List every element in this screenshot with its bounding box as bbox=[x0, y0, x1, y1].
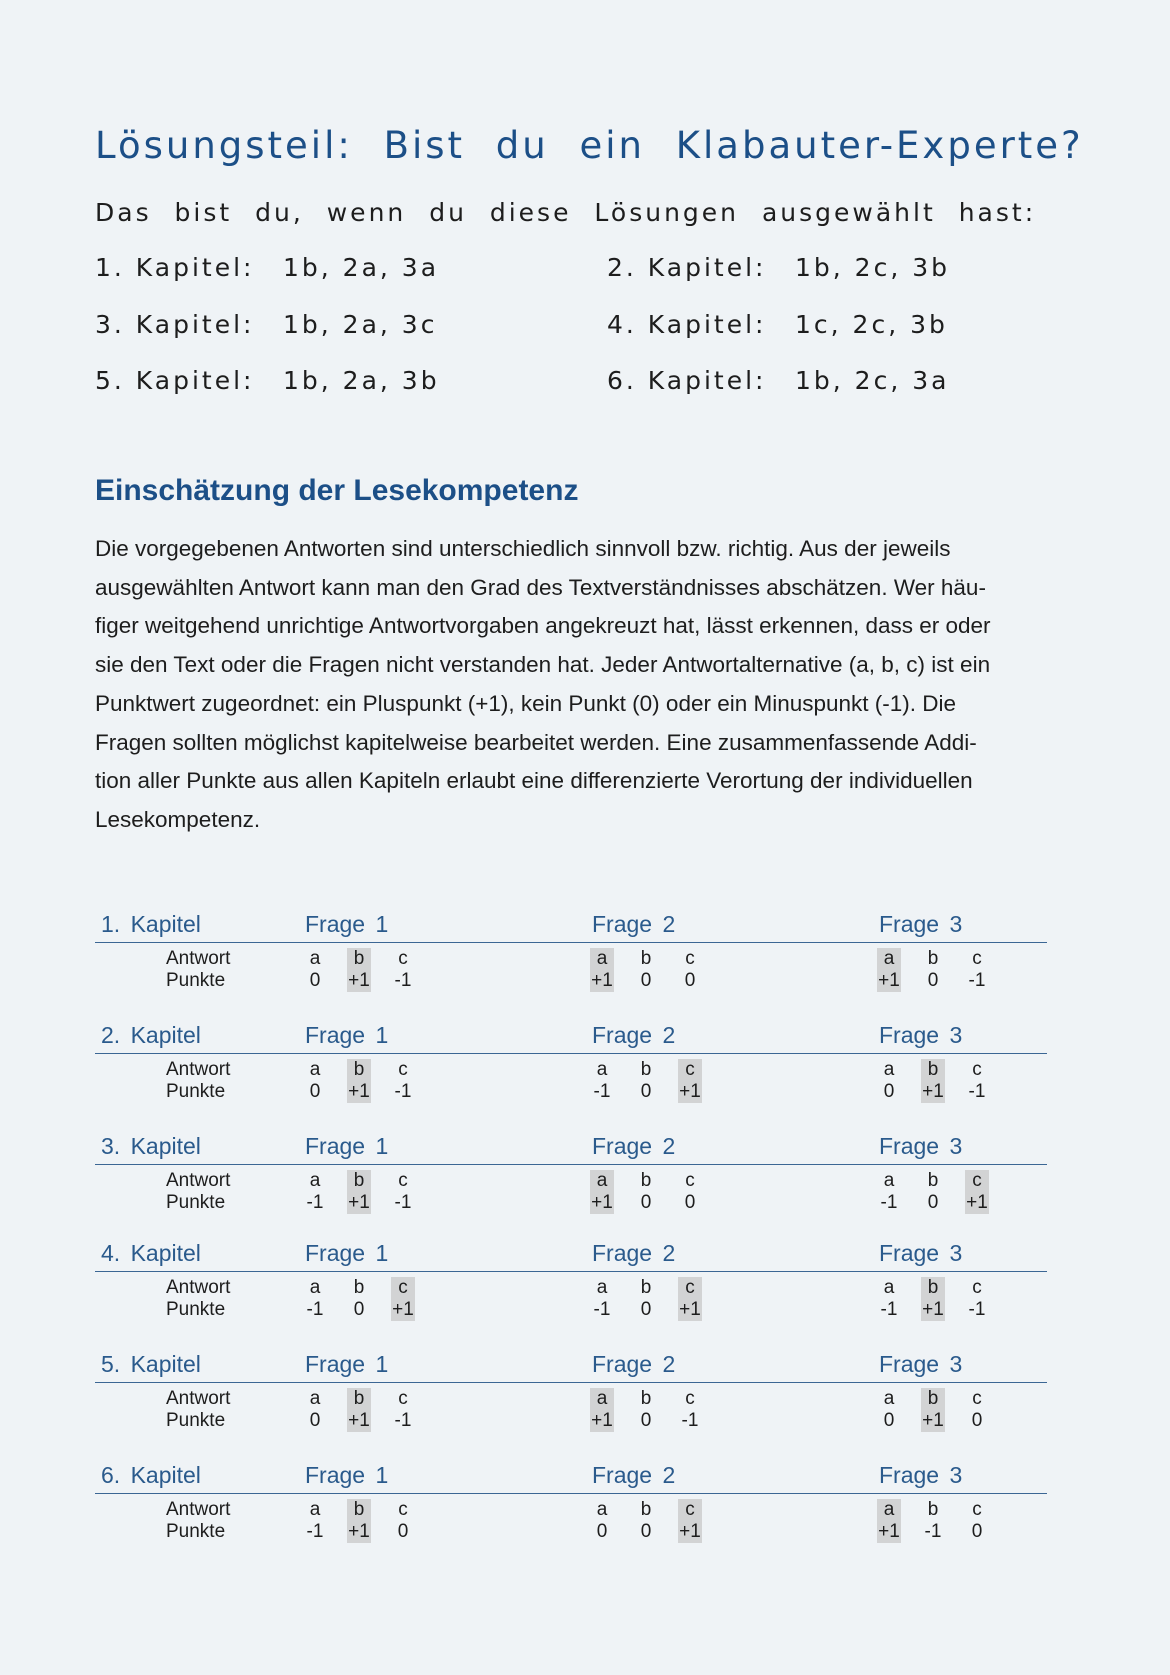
solution-chapter-label: 5. Kapitel: bbox=[95, 366, 255, 395]
question-heading: Frage 1 bbox=[305, 911, 389, 937]
point-value: -1 bbox=[394, 970, 412, 991]
point-value: 0 bbox=[640, 1081, 652, 1102]
question-heading: Frage 2 bbox=[592, 911, 676, 937]
question-heading: Frage 3 bbox=[879, 911, 963, 937]
answer-option: c bbox=[398, 1059, 408, 1080]
solution-chapter-label: 4. Kapitel: bbox=[607, 310, 767, 339]
point-value: 0 bbox=[883, 1081, 895, 1102]
point-value: 0 bbox=[640, 1410, 652, 1431]
point-value: 0 bbox=[640, 1192, 652, 1213]
answer-option: b bbox=[927, 1170, 939, 1191]
answer-option: b bbox=[347, 1499, 371, 1521]
solution-chapter-label: 6. Kapitel: bbox=[607, 366, 767, 395]
point-value: -1 bbox=[968, 1299, 986, 1320]
points-label: Punkte bbox=[166, 1410, 226, 1431]
solution-chapter-6 bbox=[607, 366, 949, 395]
point-value: -1 bbox=[394, 1081, 412, 1102]
paragraph-line: Lesekompetenz. bbox=[95, 806, 261, 832]
question-heading: Frage 1 bbox=[305, 1240, 389, 1266]
question-heading: Frage 2 bbox=[592, 1462, 676, 1488]
point-value: +1 bbox=[878, 1521, 900, 1542]
solution-chapter-3 bbox=[95, 310, 437, 339]
chapter-divider bbox=[95, 1164, 1047, 1165]
point-value: +1 bbox=[591, 970, 613, 991]
solution-answers: 1b, 2a, 3c bbox=[283, 310, 438, 339]
point-value: +1 bbox=[348, 1081, 370, 1102]
chapter-divider bbox=[95, 942, 1047, 943]
point-value: -1 bbox=[394, 1192, 412, 1213]
point-value: 0 bbox=[353, 1299, 365, 1320]
points-label: Punkte bbox=[166, 1081, 226, 1102]
answer-option: c bbox=[678, 1059, 702, 1081]
chapter-block-5 bbox=[95, 1351, 1047, 1435]
page-title: Lösungsteil: Bist du ein Klabauter-Experte? bbox=[95, 124, 1084, 167]
point-value: -1 bbox=[306, 1299, 324, 1320]
point-value: 0 bbox=[684, 970, 696, 991]
answer-option: b bbox=[640, 1059, 652, 1080]
answer-option: c bbox=[972, 948, 982, 969]
point-value: 0 bbox=[640, 1521, 652, 1542]
chapter-heading: 4. Kapitel bbox=[101, 1240, 201, 1266]
answer-option: b bbox=[921, 1059, 945, 1081]
point-value: +1 bbox=[922, 1410, 944, 1431]
answer-option: b bbox=[921, 1277, 945, 1299]
paragraph-line: Punktwert zugeordnet: ein Pluspunkt (+1), kein Punkt (0) oder ein Minuspunkt (-1). Die bbox=[95, 690, 957, 716]
answer-option: a bbox=[309, 1499, 321, 1520]
answer-option: b bbox=[640, 1499, 652, 1520]
answer-label: Antwort bbox=[166, 1388, 231, 1409]
question-heading: Frage 3 bbox=[879, 1462, 963, 1488]
point-value: +1 bbox=[922, 1081, 944, 1102]
point-value: -1 bbox=[924, 1521, 942, 1542]
point-value: -1 bbox=[681, 1410, 699, 1431]
paragraph-line: ausgewählten Antwort kann man den Grad des Textverständnisses abschätzen. Wer häu- bbox=[95, 574, 986, 600]
point-value: +1 bbox=[348, 1410, 370, 1431]
chapter-divider bbox=[95, 1493, 1047, 1494]
solution-answers: 1b, 2a, 3a bbox=[283, 253, 440, 282]
point-value: 0 bbox=[640, 1299, 652, 1320]
point-value: 0 bbox=[309, 970, 321, 991]
answer-option: c bbox=[972, 1059, 982, 1080]
answer-option: a bbox=[309, 1059, 321, 1080]
point-value: 0 bbox=[596, 1521, 608, 1542]
point-value: -1 bbox=[306, 1521, 324, 1542]
paragraph-line: figer weitgehend unrichtige Antwortvorgaben angekreuzt hat, lässt erkennen, dass er oder bbox=[95, 613, 991, 639]
chapter-heading: 1. Kapitel bbox=[101, 911, 201, 937]
solution-answers: 1c, 2c, 3b bbox=[795, 310, 948, 339]
answer-option: c bbox=[972, 1499, 982, 1520]
answer-option: b bbox=[927, 948, 939, 969]
chapter-divider bbox=[95, 1382, 1047, 1383]
chapter-block-1 bbox=[95, 911, 1047, 995]
points-label: Punkte bbox=[166, 1192, 226, 1213]
point-value: +1 bbox=[591, 1192, 613, 1213]
question-heading: Frage 2 bbox=[592, 1133, 676, 1159]
point-value: 0 bbox=[883, 1410, 895, 1431]
answer-option: c bbox=[685, 1170, 695, 1191]
intro-paragraph bbox=[95, 530, 1080, 840]
point-value: +1 bbox=[966, 1192, 988, 1213]
answer-option: b bbox=[640, 948, 652, 969]
answer-option: a bbox=[596, 1277, 608, 1298]
answer-option: a bbox=[309, 1388, 321, 1409]
answer-option: a bbox=[590, 1388, 614, 1410]
question-heading: Frage 3 bbox=[879, 1351, 963, 1377]
chapter-divider bbox=[95, 1053, 1047, 1054]
answer-option: c bbox=[678, 1499, 702, 1521]
answer-option: a bbox=[590, 1170, 614, 1192]
points-label: Punkte bbox=[166, 970, 226, 991]
answer-option: c bbox=[398, 1388, 408, 1409]
answer-option: a bbox=[877, 1499, 901, 1521]
point-value: -1 bbox=[968, 1081, 986, 1102]
point-value: -1 bbox=[593, 1299, 611, 1320]
solution-answers: 1b, 2c, 3a bbox=[795, 366, 950, 395]
question-heading: Frage 3 bbox=[879, 1022, 963, 1048]
solution-chapter-4 bbox=[607, 310, 948, 339]
point-value: -1 bbox=[306, 1192, 324, 1213]
point-value: -1 bbox=[968, 970, 986, 991]
point-value: 0 bbox=[640, 970, 652, 991]
answer-label: Antwort bbox=[166, 1499, 231, 1520]
page-subtitle: Das bist du, wenn du diese Lösungen ausgewählt hast: bbox=[95, 198, 1037, 227]
answer-option: b bbox=[347, 948, 371, 970]
point-value: -1 bbox=[880, 1299, 898, 1320]
point-value: -1 bbox=[593, 1081, 611, 1102]
answer-option: b bbox=[927, 1499, 939, 1520]
paragraph-line: tion aller Punkte aus allen Kapiteln erlaubt eine differenzierte Verortung der individuellen bbox=[95, 768, 973, 794]
point-value: -1 bbox=[394, 1410, 412, 1431]
chapter-heading: 2. Kapitel bbox=[101, 1022, 201, 1048]
answer-option: b bbox=[353, 1277, 365, 1298]
section-title: Einschätzung der Lesekompetenz bbox=[95, 474, 579, 507]
point-value: +1 bbox=[922, 1299, 944, 1320]
paragraph-line: Die vorgegebenen Antworten sind unterschiedlich sinnvoll bzw. richtig. Aus der jeweils bbox=[95, 536, 951, 561]
point-value: 0 bbox=[684, 1192, 696, 1213]
chapter-heading: 3. Kapitel bbox=[101, 1133, 201, 1159]
answer-option: c bbox=[391, 1277, 415, 1299]
question-heading: Frage 2 bbox=[592, 1351, 676, 1377]
answer-label: Antwort bbox=[166, 1277, 231, 1298]
chapter-heading: 5. Kapitel bbox=[101, 1351, 201, 1377]
answer-option: a bbox=[883, 1059, 895, 1080]
question-heading: Frage 1 bbox=[305, 1351, 389, 1377]
answer-option: b bbox=[640, 1170, 652, 1191]
answer-option: c bbox=[398, 948, 408, 969]
answer-option: a bbox=[309, 948, 321, 969]
chapter-block-2 bbox=[95, 1022, 1047, 1106]
point-value: 0 bbox=[971, 1410, 983, 1431]
answer-option: a bbox=[309, 1277, 321, 1298]
answer-option: a bbox=[883, 1388, 895, 1409]
answer-label: Antwort bbox=[166, 1059, 231, 1080]
point-value: +1 bbox=[679, 1521, 701, 1542]
solution-chapter-2 bbox=[607, 253, 950, 282]
answer-option: a bbox=[309, 1170, 321, 1191]
answer-option: c bbox=[678, 1277, 702, 1299]
answer-option: c bbox=[398, 1499, 408, 1520]
solution-chapter-5 bbox=[95, 366, 440, 395]
answer-option: b bbox=[347, 1170, 371, 1192]
question-heading: Frage 1 bbox=[305, 1133, 389, 1159]
answer-option: c bbox=[685, 948, 695, 969]
answer-option: c bbox=[972, 1277, 982, 1298]
point-value: +1 bbox=[591, 1410, 613, 1431]
chapter-divider bbox=[95, 1271, 1047, 1272]
answer-option: a bbox=[883, 1277, 895, 1298]
point-value: +1 bbox=[348, 1521, 370, 1542]
points-label: Punkte bbox=[166, 1521, 226, 1542]
point-value: -1 bbox=[880, 1192, 898, 1213]
point-value: 0 bbox=[927, 970, 939, 991]
paragraph-line: Fragen sollten möglichst kapitelweise bearbeitet werden. Eine zusammenfassende Addi- bbox=[95, 729, 977, 755]
point-value: +1 bbox=[878, 970, 900, 991]
answer-option: a bbox=[596, 1059, 608, 1080]
point-value: +1 bbox=[348, 1192, 370, 1213]
question-heading: Frage 1 bbox=[305, 1022, 389, 1048]
answer-option: a bbox=[596, 1499, 608, 1520]
answer-option: c bbox=[398, 1170, 408, 1191]
question-heading: Frage 1 bbox=[305, 1462, 389, 1488]
answer-option: c bbox=[685, 1388, 695, 1409]
solution-chapter-label: 1. Kapitel: bbox=[95, 253, 255, 282]
chapter-block-3 bbox=[95, 1133, 1047, 1217]
answer-option: b bbox=[640, 1388, 652, 1409]
chapter-block-6 bbox=[95, 1462, 1047, 1546]
points-label: Punkte bbox=[166, 1299, 226, 1320]
solution-answers: 1b, 2a, 3b bbox=[283, 366, 440, 395]
point-value: 0 bbox=[927, 1192, 939, 1213]
answer-option: a bbox=[590, 948, 614, 970]
solution-answers: 1b, 2c, 3b bbox=[795, 253, 950, 282]
answer-option: c bbox=[972, 1388, 982, 1409]
answer-option: b bbox=[640, 1277, 652, 1298]
answer-label: Antwort bbox=[166, 948, 231, 969]
question-heading: Frage 2 bbox=[592, 1240, 676, 1266]
point-value: 0 bbox=[397, 1521, 409, 1542]
solution-chapter-1 bbox=[95, 253, 439, 282]
chapter-block-4 bbox=[95, 1240, 1047, 1324]
answer-option: a bbox=[883, 1170, 895, 1191]
point-value: +1 bbox=[679, 1081, 701, 1102]
point-value: 0 bbox=[309, 1081, 321, 1102]
answer-option: a bbox=[877, 948, 901, 970]
solution-chapter-label: 2. Kapitel: bbox=[607, 253, 767, 282]
point-value: 0 bbox=[971, 1521, 983, 1542]
answer-option: b bbox=[347, 1059, 371, 1081]
answer-option: b bbox=[921, 1388, 945, 1410]
answer-option: b bbox=[347, 1388, 371, 1410]
paragraph-line: sie den Text oder die Fragen nicht verstanden hat. Jeder Antwortalternative (a, b, c) ist ein bbox=[95, 652, 991, 678]
chapter-heading: 6. Kapitel bbox=[101, 1462, 201, 1488]
point-value: +1 bbox=[679, 1299, 701, 1320]
point-value: +1 bbox=[392, 1299, 414, 1320]
answer-option: c bbox=[965, 1170, 989, 1192]
question-heading: Frage 3 bbox=[879, 1133, 963, 1159]
answer-label: Antwort bbox=[166, 1170, 231, 1191]
point-value: +1 bbox=[348, 970, 370, 991]
point-value: 0 bbox=[309, 1410, 321, 1431]
solution-chapter-label: 3. Kapitel: bbox=[95, 310, 255, 339]
question-heading: Frage 3 bbox=[879, 1240, 963, 1266]
question-heading: Frage 2 bbox=[592, 1022, 676, 1048]
